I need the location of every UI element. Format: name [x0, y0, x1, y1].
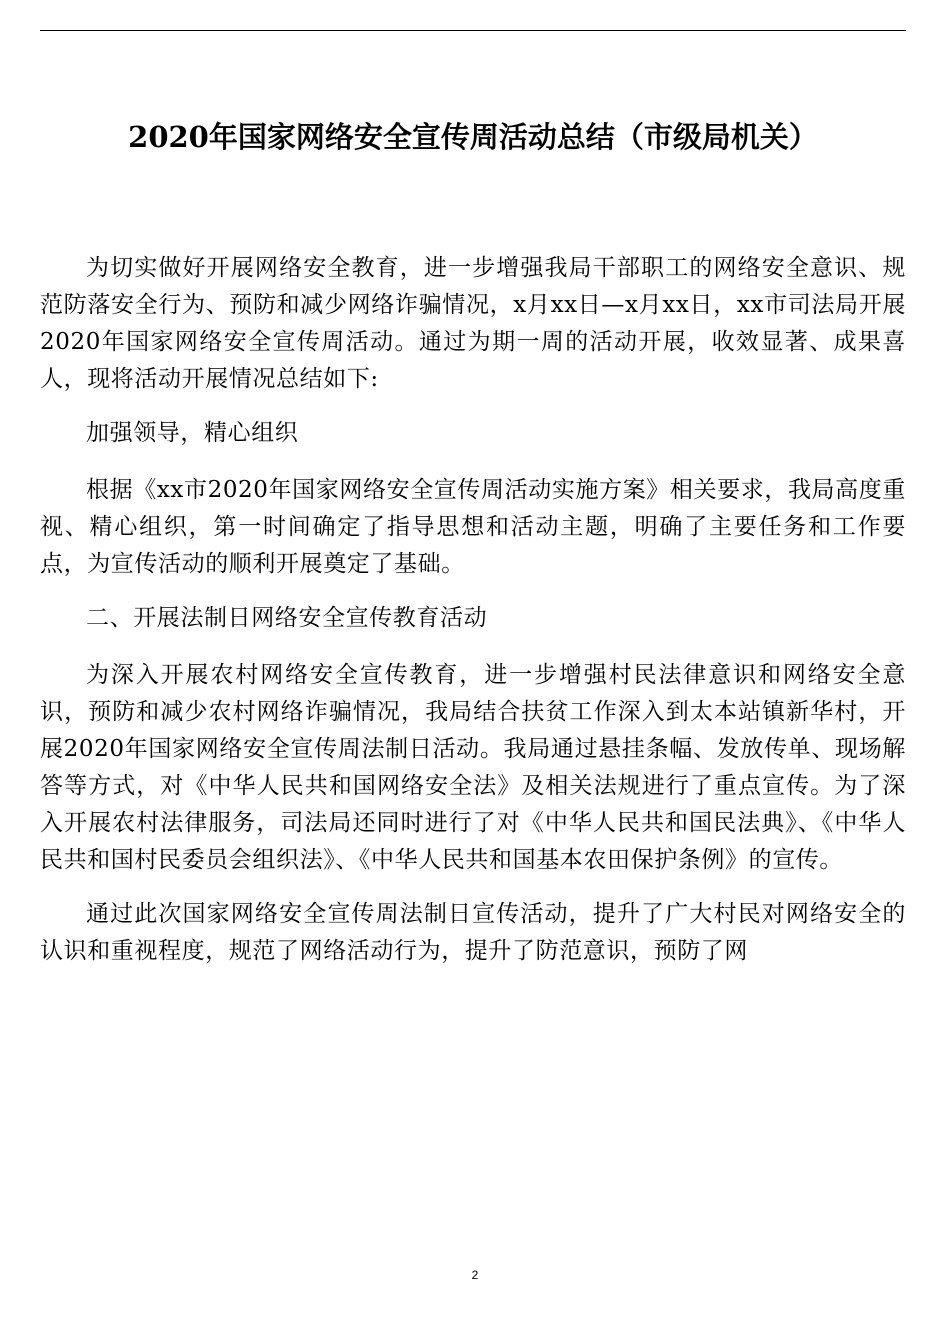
paragraph-results: 通过此次国家网络安全宣传周法制日宣传活动，提升了广大村民对网络安全的认识和重视程度，规范了网络活动行为，提升了防范意识，预防了网	[40, 901, 906, 964]
paragraph-rural-education: 为深入开展农村网络安全宣传教育，进一步增强村民法律意识和网络安全意识，预防和减少农村网络诈骗情况，我局结合扶贫工作深入到太本站镇新华村，开展2020年国家网络安全宣传周法制日活动。我局通过悬挂条幅、发放传单、现场解答等方式，对《中华人民共和国网络安全法》及相关法规进行了重点宣传。为了深入开展农村法律服务，司法局还同时进行了对《中华人民共和国民法典》、《中华人民共和国村民委员会组织法》、《中华人民共和国基本农田保护条例》的宣传。	[40, 662, 906, 873]
paragraph-organization: 根据《xx市2020年国家网络安全宣传周活动实施方案》相关要求，我局高度重视、精心组织，第一时间确定了指导思想和活动主题，明确了主要任务和工作要点，为宣传活动的顺利开展奠定了基础。	[40, 477, 906, 577]
section-heading-legal-day: 二、开展法制日网络安全宣传教育活动	[86, 605, 488, 631]
document-title: 2020年国家网络安全宣传周活动总结（市级局机关）	[128, 120, 818, 155]
paragraph-intro: 为切实做好开展网络安全教育，进一步增强我局干部职工的网络安全意识、规范防落安全行为、预防和减少网络诈骗情况，x月xx日—x月xx日，xx市司法局开展2020年国家网络安全宣传周活动。通过为期一周的活动开展，收效显著、成果喜人，现将活动开展情况总结如下:	[40, 255, 906, 392]
page-number: 2	[471, 1268, 479, 1282]
header-rule	[40, 30, 906, 31]
section-heading-leadership: 加强领导，精心组织	[86, 420, 299, 446]
document-body	[40, 250, 906, 987]
